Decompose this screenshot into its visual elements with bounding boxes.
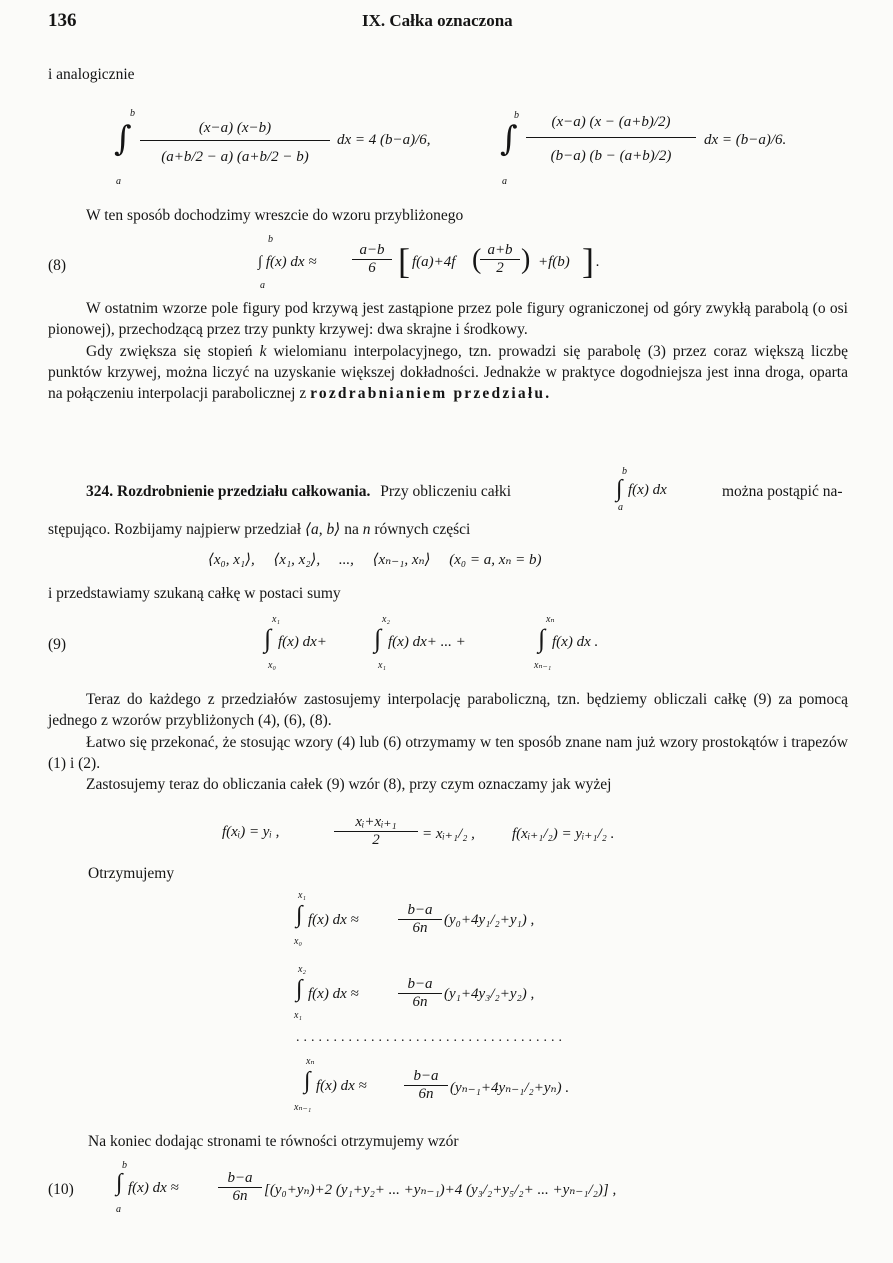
section-324-line1-tail: można postąpić na- — [722, 483, 843, 500]
notation — [222, 812, 702, 858]
integral-sign: ∫ — [296, 902, 303, 928]
bracket-left: [ — [398, 241, 410, 281]
notation-a: f(xᵢ) = yᵢ , — [222, 824, 280, 840]
eq9-term3: f(x) dx . — [552, 634, 599, 650]
lower-limit: a — [618, 502, 623, 513]
math-k: k — [259, 342, 267, 360]
approx-rhs: (y₁+4y₃/₂+y₂) , — [444, 986, 535, 1002]
notation-c: f(xᵢ₊₁/₂) = yᵢ₊₁/₂ . — [512, 826, 615, 842]
integral-sign: ∫ — [500, 119, 518, 159]
notation-frac-num: xᵢ+xᵢ₊₁ — [334, 812, 418, 832]
fraction-denominator: (b−a) (b − (a+b)/2) — [550, 148, 672, 164]
integral-sign: ∫ — [374, 624, 382, 653]
paragraph-line: Teraz do każdego z przedziałów zastosujemy interpolację paraboliczną, tzn. będziemy obliczali całkę (9) za pomocą jednego z wzorów przybliżonych (4), (6), (8). — [48, 691, 848, 730]
text-span: stępująco. Rozbijamy najpierw przedział — [48, 521, 302, 538]
text-span: na — [344, 521, 359, 538]
formula-analog — [112, 108, 802, 190]
paragraph-teraz — [48, 689, 848, 795]
math-n: n — [362, 521, 371, 538]
fraction-numerator: (x−a) (x−b) — [140, 120, 330, 141]
lower-limit: xₙ₋₁ — [534, 660, 552, 671]
eq8-lhs: ∫ f(x) dx ≈ — [258, 254, 317, 270]
upper-limit: xₙ — [546, 614, 555, 625]
page-number: 136 — [48, 10, 77, 31]
paren-left: ( — [472, 244, 482, 275]
lower-limit: xₙ₋₁ — [294, 1102, 312, 1113]
coef-numerator: b−a — [218, 1170, 262, 1188]
text-span: wielomianu interpolacyjnego, tzn. prowadzi się parabolę (3) przez coraz większą liczbę punktów krzywej, można liczyć na uzyskanie większej dokładności. Jednakże w praktyce dogodniejsza jest inna droga, oparta na połączeniu interpolacji parabolicznej z — [48, 342, 848, 403]
upper-limit: xₙ — [306, 1056, 315, 1067]
eq10-label: (10) — [48, 1181, 74, 1198]
lower-limit: a — [260, 280, 265, 291]
upper-limit: x₂ — [298, 964, 306, 975]
coef-numerator: a−b — [352, 242, 392, 260]
section-324-line2 — [48, 520, 470, 540]
approx-rhs: (y₀+4y₁/₂+y₁) , — [444, 912, 535, 928]
coef-denominator: 6n — [418, 1086, 434, 1102]
right-result: dx = (b−a)/6. — [704, 132, 787, 148]
eq8-tail: . — [596, 254, 600, 270]
lower-limit: a — [502, 176, 507, 187]
upper-limit: x₁ — [298, 890, 306, 901]
eq9-label: (9) — [48, 636, 67, 653]
mid-denominator: 2 — [496, 260, 504, 276]
eq10-lhs: f(x) dx ≈ — [128, 1180, 179, 1196]
upper-limit: b — [268, 234, 273, 245]
paragraph-line: Zastosujemy teraz do obliczania całek (9) wzór (8), przy czym oznaczamy jak wyżej — [86, 776, 612, 794]
section-title: 324. Rozdrobnienie przedziału całkowania. — [86, 483, 371, 500]
approx-item — [292, 890, 632, 952]
text-span: Przy obliczeniu całki — [380, 483, 512, 500]
paragraph-line: W ostatnim wzorze pole figury pod krzywą jest zastąpione przez pole figury ograniczonej od góry zwykłą parabolą (o osi pionowej), przechodzącą przez trzy punkty krzywej: dwa skrajne i środkowy. — [48, 300, 848, 339]
approx-lhs: f(x) dx ≈ — [316, 1078, 367, 1094]
upper-limit: x₁ — [272, 614, 280, 625]
approx-item — [292, 964, 632, 1026]
upper-limit: b — [130, 108, 135, 119]
interval: ⟨a, b⟩ — [304, 521, 341, 538]
chapter-title: IX. Całka oznaczona — [362, 11, 513, 30]
upper-limit: b — [514, 110, 519, 121]
approx-item — [292, 1056, 652, 1118]
text-span: Gdy zwiększa się stopień — [86, 342, 253, 360]
text-approx-intro: W ten sposób dochodzimy wreszcie do wzoru przybliżonego — [86, 207, 464, 224]
eq9 — [258, 614, 658, 676]
paren-right: ) — [521, 244, 531, 275]
integral-sign: ∫ — [616, 476, 623, 502]
coef-denominator: 6n — [412, 920, 428, 936]
approx-lhs: f(x) dx ≈ — [308, 912, 359, 928]
text-otrzymujemy: Otrzymujemy — [88, 865, 175, 882]
text-sum-intro: i przedstawiamy szukaną całkę w postaci sumy — [48, 585, 341, 602]
lower-limit: a — [116, 1204, 121, 1215]
eq9-term1: f(x) dx+ — [278, 634, 327, 650]
fraction-denominator: (a+b/2 − a) (a+b/2 − b) — [161, 149, 309, 165]
paragraph-line — [48, 341, 848, 405]
subintervals: ⟨x₀, x₁⟩, ⟨x₁, x₂⟩, ..., ⟨xₙ₋₁, xₙ⟩ (x₀ = a, xₙ = b) — [208, 552, 542, 568]
integral-sign: ∫ — [538, 624, 546, 653]
notation-b: = xᵢ₊₁/₂ , — [422, 826, 475, 842]
eq8 — [258, 232, 678, 294]
upper-limit: x₂ — [382, 614, 390, 625]
inline-integral — [616, 466, 696, 516]
bracket-right: ] — [582, 241, 594, 281]
left-result: dx = 4 (b−a)/6, — [337, 132, 431, 148]
text-final-intro: Na koniec dodając stronami te równości otrzymujemy wzór — [88, 1133, 459, 1150]
integral-sign: ∫ — [296, 976, 303, 1002]
upper-limit: b — [622, 466, 627, 477]
eq8-bracket-b: +f(b) — [538, 254, 570, 270]
lower-limit: a — [116, 176, 121, 187]
lower-limit: x₀ — [294, 936, 302, 947]
mid-numerator: a+b — [480, 242, 520, 260]
paragraph-parabola — [48, 298, 848, 404]
intro-text: i analogicznie — [48, 66, 135, 83]
eq8-bracket-a: f(a)+4f — [412, 254, 456, 270]
fraction-numerator: (x−a) (x − (a+b)/2) — [526, 114, 696, 138]
coef-denominator: 6n — [232, 1188, 248, 1204]
coef-numerator: b−a — [398, 976, 442, 994]
emphasized-text: rozdrabnianiem przedziału. — [310, 385, 552, 403]
upper-limit: b — [122, 1160, 127, 1171]
integral-sign: ∫ — [114, 119, 132, 159]
dots-row: .................................... — [296, 1030, 566, 1045]
lower-limit: x₁ — [294, 1010, 302, 1021]
paragraph-line: Łatwo się przekonać, że stosując wzory (4) lub (6) otrzymamy w ten sposób znane nam już wzory prostokątów i trapezów (1) i (2). — [48, 733, 848, 772]
coef-numerator: b−a — [404, 1068, 448, 1086]
eq10-rhs: [(y₀+yₙ)+2 (y₁+y₂+ ... +yₙ₋₁)+4 (y₃/₂+y₅/₂+ ... +yₙ₋₁/₂)] , — [264, 1182, 617, 1198]
integral-sign: ∫ — [304, 1068, 311, 1094]
integral-sign: ∫ — [116, 1170, 123, 1196]
lower-limit: x₁ — [378, 660, 386, 671]
coef-denominator: 6n — [412, 994, 428, 1010]
eq9-term2: f(x) dx+ ... + — [388, 634, 466, 650]
text-span: równych części — [374, 521, 471, 538]
notation-frac-den: 2 — [372, 832, 380, 848]
coef-numerator: b−a — [398, 902, 442, 920]
approx-lhs: f(x) dx ≈ — [308, 986, 359, 1002]
integral-sign: ∫ — [264, 624, 272, 653]
integrand: f(x) dx — [628, 482, 667, 498]
coef-denominator: 6 — [368, 260, 376, 276]
eq10 — [114, 1160, 854, 1220]
lower-limit: x₀ — [268, 660, 276, 671]
approx-rhs: (yₙ₋₁+4yₙ₋₁/₂+yₙ) . — [450, 1080, 570, 1096]
eq8-label: (8) — [48, 257, 67, 274]
